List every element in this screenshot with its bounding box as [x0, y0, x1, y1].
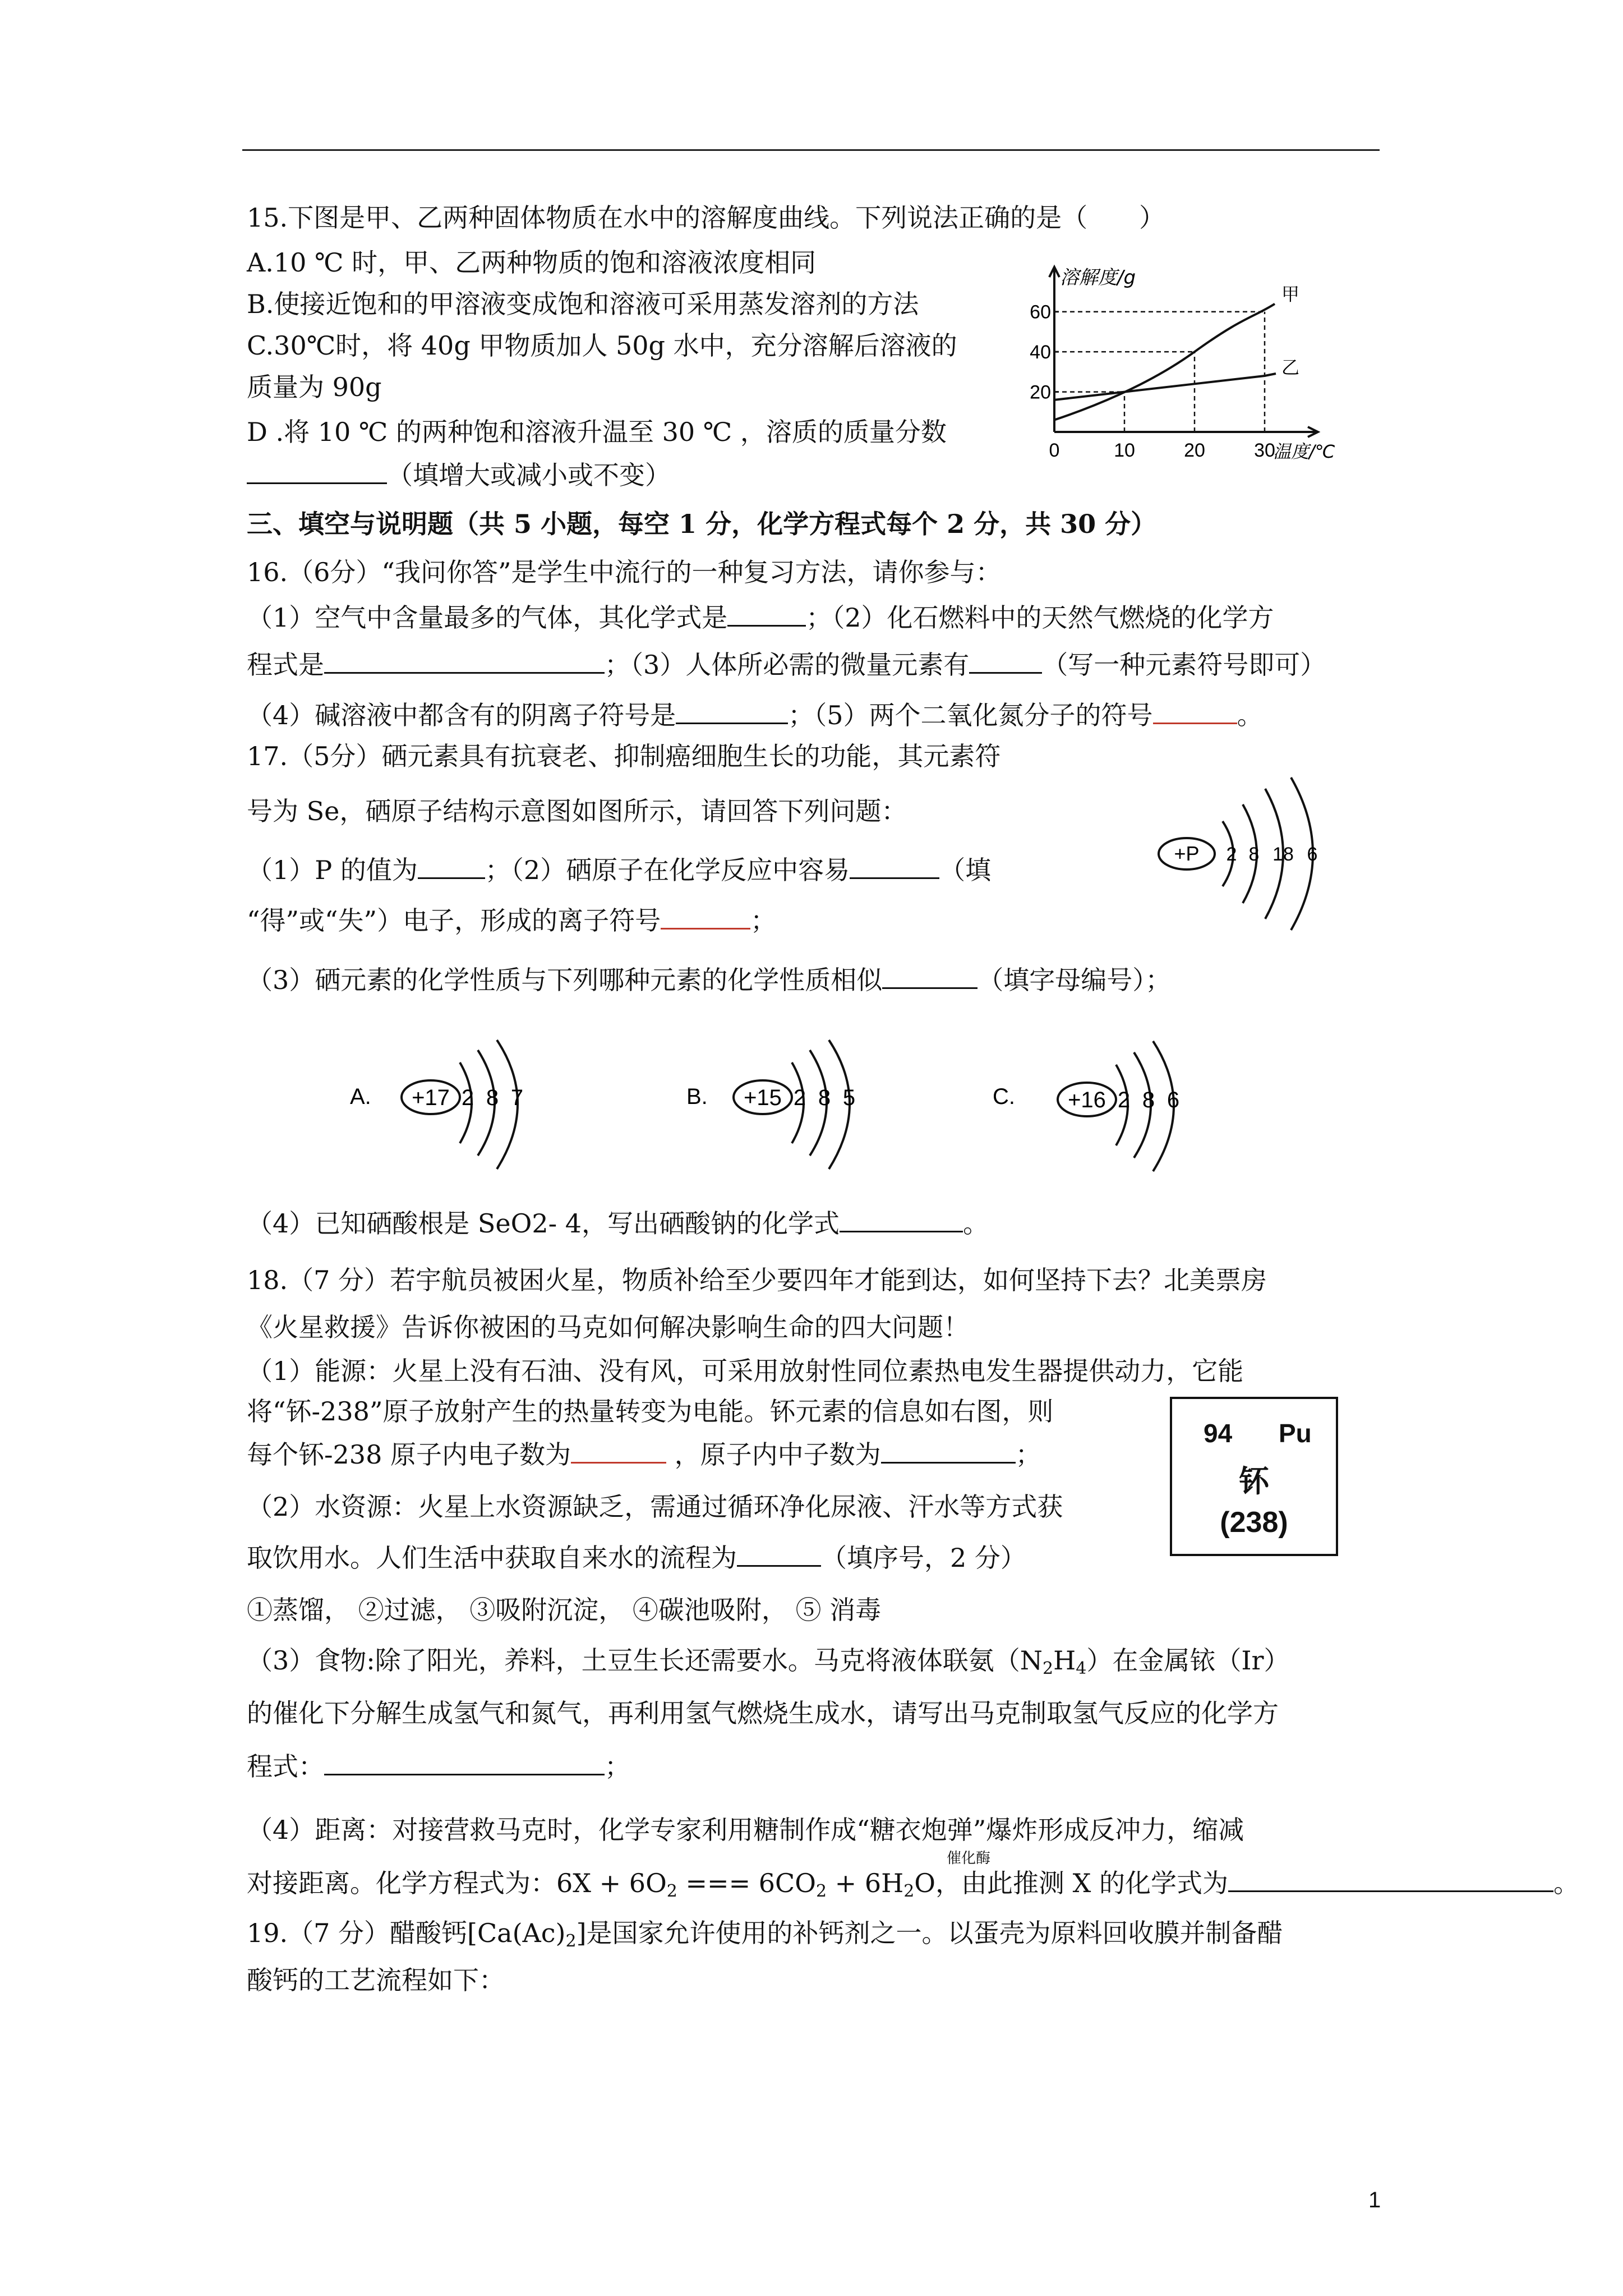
q19-line2: 酸钙的工艺流程如下：: [247, 1965, 505, 1995]
answer-blank[interactable]: [881, 1437, 1016, 1464]
q18-p3-line3: 程式： ；: [247, 1749, 630, 1783]
q15-stem: 15.下图是甲、乙两种固体物质在水中的溶解度曲线。下列说法正确的是（ ）: [247, 203, 1165, 233]
answer-blank[interactable]: [1153, 698, 1237, 724]
answer-blank[interactable]: [727, 600, 806, 627]
page-number: 1: [1368, 2188, 1381, 2212]
answer-blank[interactable]: [840, 1206, 963, 1232]
q18-steps: ①蒸馏， ②过滤， ③吸附沉淀， ④碳池吸附， ⑤ 消毒: [247, 1595, 882, 1625]
shell-label: 2: [793, 1085, 806, 1110]
shell-label: 8: [818, 1085, 831, 1110]
series-label: 乙: [1281, 357, 1300, 378]
q19-line1: 19.（7 分）醋酸钙$[Ca(Ac)_2]$是国家允许使用的补钙剂之一。以蛋壳为原料回收膜并制备醋: [247, 1918, 1283, 1951]
y-tick-label: 40: [1030, 342, 1051, 364]
header-rule: [242, 149, 1380, 151]
element-name: 钚: [1239, 1464, 1269, 1499]
q15-option-b: B.使接近饱和的甲溶液变成饱和溶液可采用蒸发溶剂的方法: [247, 289, 919, 319]
q17-line2: “得”或“失”）电子，形成的离子符号 ；: [247, 903, 776, 937]
option-c-atom-diagram: [993, 1038, 1217, 1178]
atomic-number: 94: [1204, 1419, 1233, 1448]
q16-stem: 16.（6分）“我问你答”是学生中流行的一种复习方法，请你参与：: [247, 557, 1002, 587]
answer-blank[interactable]: [324, 1749, 605, 1775]
solubility-chart: [1032, 264, 1368, 477]
nucleus-label: +P: [1174, 842, 1200, 865]
q17-line4: （4）已知硒酸根是 SeO2- 4，写出硒酸钠的化学式 。: [247, 1206, 989, 1240]
x-tick-label: 20: [1184, 440, 1205, 461]
q18-p4-line2: 对接距离。化学方程式为：$6X + 6O_2$ === $6CO_2 + 6H_2O$，由此推测 X 的化学式为 。: [247, 1866, 1579, 1908]
q16-line3: （4）碱溶液中都含有的阴离子符号是 ；（5）两个二氧化氮分子的符号 。: [247, 698, 1263, 732]
answer-blank[interactable]: [571, 1437, 666, 1464]
x-tick-label: 30: [1254, 440, 1275, 461]
q18-p3-line2: 的催化下分解生成氢气和氮气，再利用氢气燃烧生成水，请写出马克制取氢气反应的化学方: [247, 1698, 1279, 1728]
shell-label: 8: [1248, 844, 1260, 865]
q17-line1: （1）P 的值为 ；（2）硒原子在化学反应中容易 （填: [247, 853, 991, 887]
answer-blank[interactable]: [850, 853, 939, 879]
y-tick-label: 60: [1030, 301, 1051, 323]
q18-p1-line3: 每个钚-238 原子内电子数为 ，原子内中子数为 ；: [247, 1437, 1041, 1471]
answer-blank[interactable]: [737, 1540, 821, 1567]
q18-p2-line1: （2）水资源：火星上水资源缺乏，需通过循环净化尿液、汗水等方式获: [247, 1492, 1063, 1522]
q18-stem: 18.（7 分）若宇航员被困火星，物质补给至少要四年才能到达，如何坚持下去？北美票房: [247, 1265, 1267, 1295]
q17-stem: 17.（5分）硒元素具有抗衰老、抑制癌细胞生长的功能，其元素符: [247, 741, 1001, 771]
atomic-mass: (238): [1220, 1506, 1288, 1539]
q18-p1-line1: （1）能源：火星上没有石油、没有风，可采用放射性同位素热电发生器提供动力，它能: [247, 1356, 1244, 1386]
answer-blank[interactable]: [969, 647, 1042, 674]
option-label: B.: [686, 1084, 708, 1109]
q17-line3: （3）硒元素的化学性质与下列哪种元素的化学性质相似 （填字母编号）；: [247, 963, 1171, 997]
section-three-heading: 三、填空与说明题（共 5 小题，每空 1 分，化学方程式每个 2 分，共 30 分）: [247, 509, 1157, 539]
shell-label: 7: [510, 1085, 524, 1110]
shell-label: 8: [486, 1085, 499, 1110]
shell-label: 2: [1226, 844, 1237, 865]
element-symbol: Pu: [1279, 1419, 1312, 1448]
option-label: A.: [350, 1084, 371, 1109]
y-tick-label: 20: [1030, 381, 1051, 403]
series-line-jia: [1054, 304, 1275, 420]
q18-p2-line2: 取饮用水。人们生活中获取自来水的流程为 （填序号，2 分）: [247, 1540, 1026, 1575]
q15-option-a: A.10 ℃ 时，甲、乙两种物质的饱和溶液浓度相同: [247, 247, 817, 278]
q18-p1-line2: 将“钚-238”原子放射产生的热量转变为电能。钚元素的信息如右图，则: [247, 1396, 1054, 1427]
option-a-atom-diagram: [336, 1038, 550, 1178]
shell-label: 2: [1117, 1088, 1131, 1112]
shell-label: 2: [461, 1085, 474, 1110]
answer-blank[interactable]: [418, 853, 485, 879]
series-label: 甲: [1281, 283, 1300, 305]
q15-option-d: D .将 10 ℃ 的两种饱和溶液升温至 30 ℃ ，溶质的质量分数: [247, 417, 947, 447]
series-line-yi: [1054, 374, 1276, 400]
q15-option-d-line2: （填增大或减小或不变）: [247, 458, 671, 492]
plutonium-element-card: [1170, 1397, 1338, 1556]
nucleus-label: +16: [1068, 1088, 1106, 1112]
option-b-atom-diagram: [679, 1038, 892, 1178]
q16-line1: （1）空气中含量最多的气体，其化学式是 ；（2）化石燃料中的天然气燃烧的化学方: [247, 600, 1274, 634]
q18-p3-line1: （3）食物:除了阳光，养料，土豆生长还需要水。马克将液体联氨$(N_2H_4)$在金属铱（Ir）: [247, 1645, 1290, 1678]
nucleus-label: +17: [412, 1085, 450, 1110]
catalyst-label: 催化酶: [947, 1850, 991, 1867]
y-axis-label: 溶解度/g: [1060, 266, 1136, 289]
q18-p4-line1: （4）距离：对接营救马克时，化学专家利用糖制作成“糖衣炮弹”爆炸形成反冲力，缩减: [247, 1815, 1244, 1845]
x-tick-label: 0: [1049, 440, 1060, 461]
answer-blank[interactable]: [882, 963, 978, 989]
nucleus-label: +15: [744, 1085, 782, 1110]
shell-label: 5: [842, 1085, 856, 1110]
answer-blank[interactable]: [247, 458, 387, 484]
shell-label: 8: [1142, 1088, 1155, 1112]
answer-blank[interactable]: [1228, 1866, 1553, 1892]
shell-label: 6: [1166, 1088, 1180, 1112]
q18-stem-cont: 《火星救援》告诉你被困的马克如何解决影响生命的四大问题！: [247, 1312, 969, 1342]
answer-blank[interactable]: [324, 647, 605, 674]
selenium-atom-diagram: [1144, 774, 1368, 931]
shell-label: 6: [1307, 844, 1318, 865]
option-label: C.: [993, 1084, 1015, 1109]
q15-option-c: C.30℃时，将 40g 甲物质加人 50g 水中，充分溶解后溶液的: [247, 330, 957, 361]
shell-label: 18: [1272, 844, 1294, 865]
answer-blank[interactable]: [661, 903, 750, 930]
q17-stem-cont: 号为 Se，硒原子结构示意图如图所示，请回答下列问题：: [247, 796, 907, 826]
q16-line2: 程式是 ；（3）人体所必需的微量元素有 （写一种元素符号即可）: [247, 647, 1326, 682]
x-tick-label: 10: [1114, 440, 1135, 461]
answer-blank[interactable]: [676, 698, 788, 724]
x-axis-label: 温度/℃: [1273, 441, 1335, 462]
q15-option-c-cont: 质量为 90g: [247, 372, 382, 402]
